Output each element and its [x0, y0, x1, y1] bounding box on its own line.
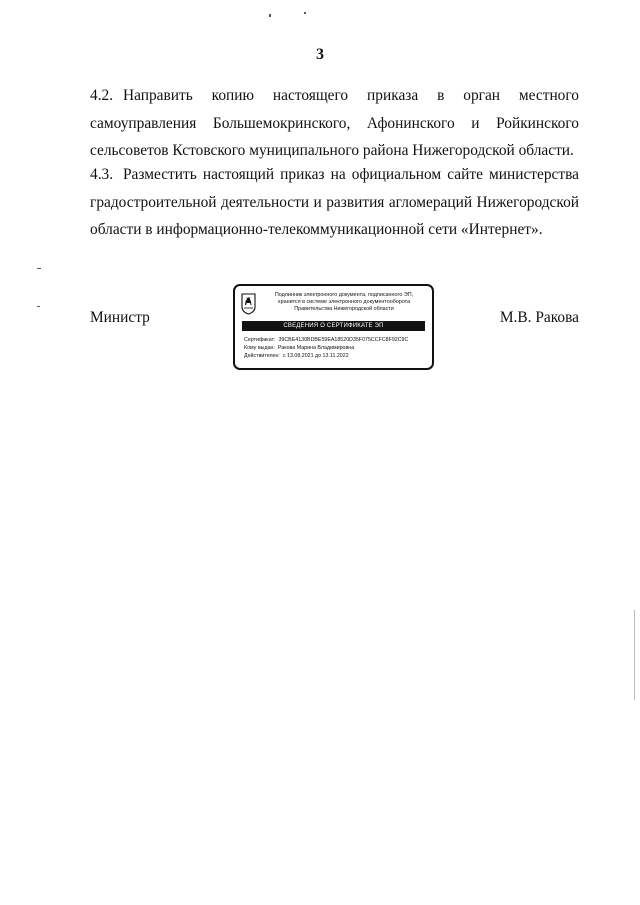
- certificate-row: [244, 336, 429, 344]
- validity-row: [244, 352, 429, 360]
- signer-name: М.В. Ракова: [499, 309, 579, 326]
- e-signature-stamp: [233, 284, 434, 370]
- issued-to-label: Кому выдан:: [244, 345, 275, 351]
- paragraph-number: 4.3.: [90, 166, 114, 183]
- stamp-header-line: Подлинник электронного документа, подписанного ЭП,: [274, 292, 414, 298]
- stamp-details: [244, 336, 429, 360]
- validity-label: Действителен:: [244, 353, 280, 359]
- paragraph-4-2: [90, 82, 579, 165]
- scan-speck: [37, 306, 40, 307]
- scan-speck: [304, 12, 306, 14]
- scan-speck: [37, 268, 41, 269]
- issued-to-value: Ракова Марина Владимировна: [277, 345, 355, 351]
- scan-speck: [634, 610, 635, 700]
- deer-coat-of-arms-icon: [241, 293, 256, 315]
- validity-value: с 13.08.2021 до 13.11.2022: [282, 353, 349, 359]
- issued-to-row: [244, 344, 429, 352]
- paragraph-text: Разместить настоящий приказ на официальном сайте министерства градостроительной деятельности и развития агломераций Нижегородской области в информационно-телекоммуникационной сети «Интернет».: [90, 166, 579, 238]
- paragraph-text: Направить копию настоящего приказа в орган местного самоуправления Большемокринского, Афонинского и Ройкинского сельсоветов Кстовского муниципального района Нижегородской области.: [90, 87, 579, 159]
- page-number: 3: [316, 46, 324, 63]
- stamp-header-line: Правительства Нижегородской области: [294, 306, 394, 312]
- certificate-value: 39CBE4130BDBE59EA18520D35F075CCFC8F92C9C: [278, 337, 409, 343]
- paragraph-4-3: [90, 161, 579, 244]
- paragraph-number: 4.2.: [90, 87, 114, 104]
- scan-speck: [269, 14, 271, 17]
- stamp-header: [259, 292, 429, 313]
- signer-role: Министр: [90, 309, 150, 326]
- stamp-header-line: хранится в системе электронного документооборота: [277, 299, 411, 305]
- stamp-title-bar: СВЕДЕНИЯ О СЕРТИФИКАТЕ ЭП: [242, 321, 425, 331]
- certificate-label: Сертификат:: [244, 337, 276, 343]
